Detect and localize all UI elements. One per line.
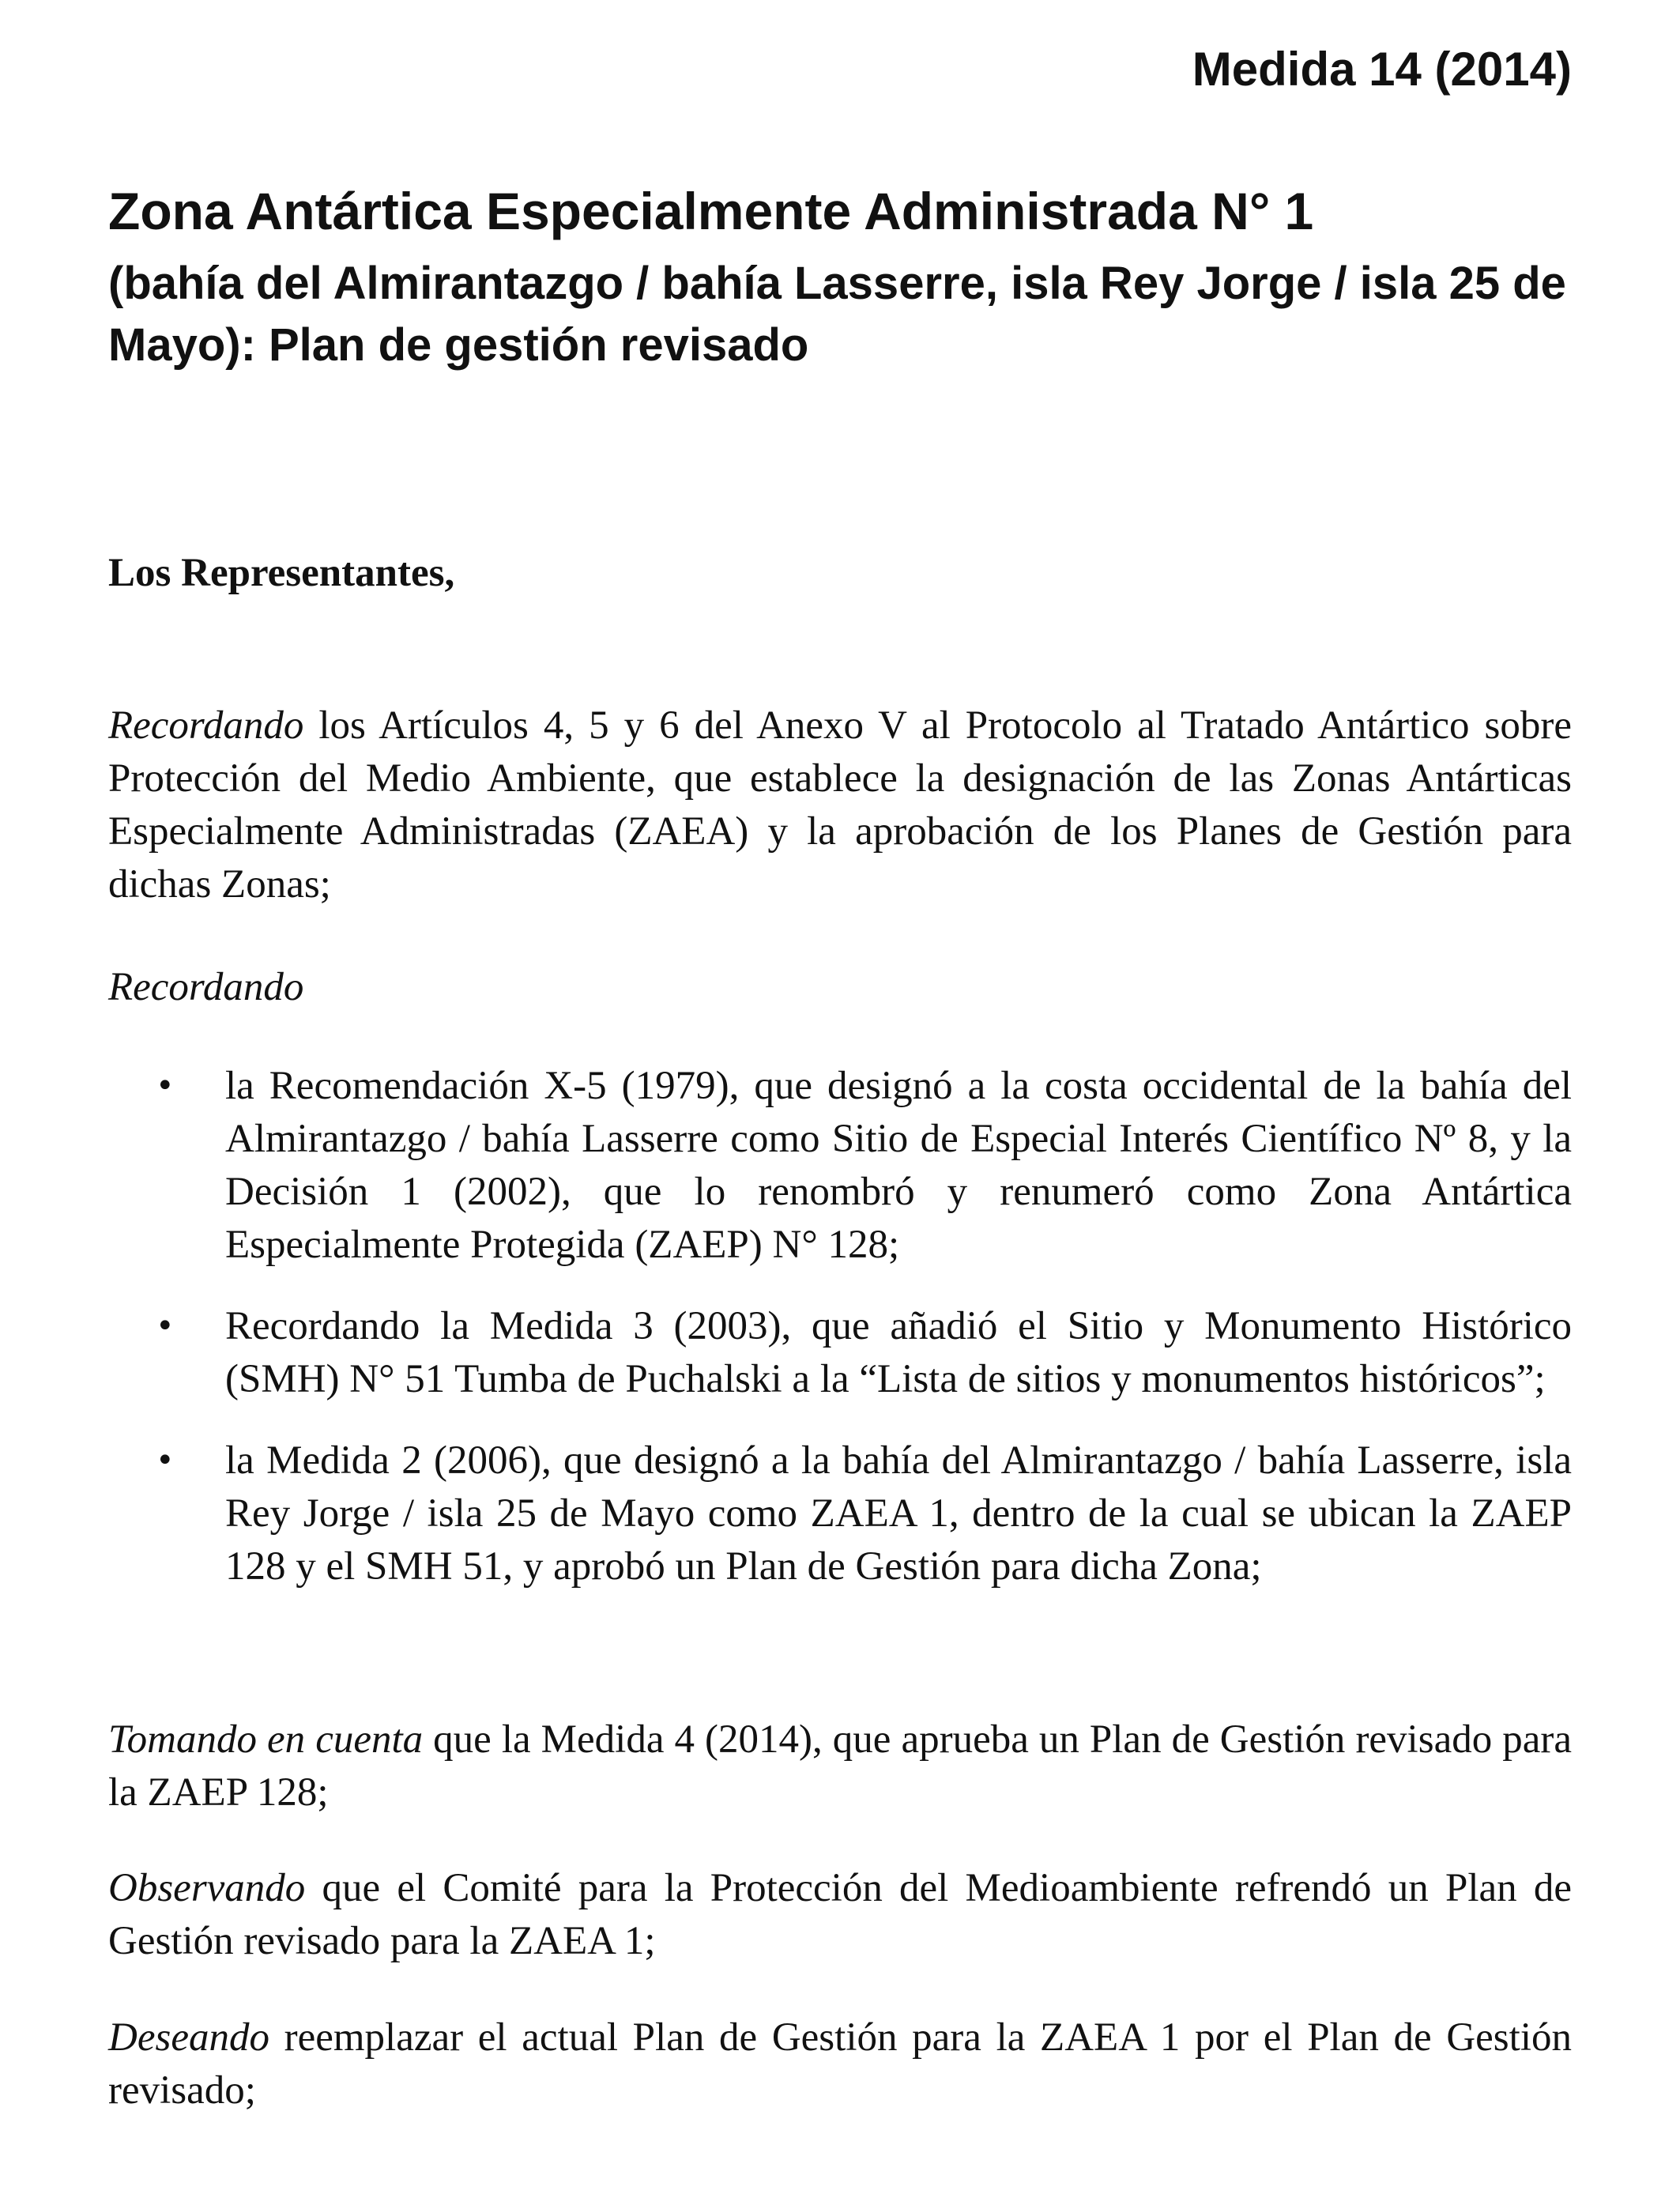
paragraph-recordando	[108, 961, 1572, 1014]
list-item-text: la Recomendación X-5 (1979), que designó a la costa occidental de la bahía del Almirantazgo / bahía Lasserre como Sitio de Especial Interés Científico Nº 8, y la Decisión 1 (2002), que lo renombró y renumeró como Zona Antártica Especialmente Protegida (ZAEP) N° 128;	[225, 1064, 1572, 1267]
bullet-icon: •	[156, 1308, 175, 1344]
paragraph-tomando-en-cuenta	[108, 1713, 1572, 1819]
paragraph-lead: Observando	[108, 1866, 306, 1910]
list-item-text: Recordando la Medida 3 (2003), que añadió el Sitio y Monumento Histórico (SMH) N° 51 Tumba de Puchalski a la “Lista de sitios y monumentos históricos”;	[225, 1304, 1572, 1401]
document-title: Zona Antártica Especialmente Administrada N° 1	[108, 182, 1314, 240]
list-item	[108, 1060, 1572, 1272]
paragraph-text: que la Medida 4 (2014), que aprueba un Plan de Gestión revisado para la ZAEP 128;	[108, 1717, 1572, 1815]
paragraph-text: los Artículos 4, 5 y 6 del Anexo V al Protocolo al Tratado Antártico sobre Protección del Medio Ambiente, que establece la designación de las Zonas Antárticas Especialmente Administradas (ZAEA) y la aprobación de los Planes de Gestión para dichas Zonas;	[108, 703, 1572, 907]
paragraph-text: que el Comité para la Protección del Medioambiente refrendó un Plan de Gestión revisado para la ZAEA 1;	[108, 1866, 1572, 1963]
list-item-text: la Medida 2 (2006), que designó a la bahía del Almirantazgo / bahía Lasserre, isla Rey Jorge / isla 25 de Mayo como ZAEA 1, dentro de la cual se ubican la ZAEP 128 y el SMH 51, y aprobó un Plan de Gestión para dicha Zona;	[225, 1438, 1572, 1589]
paragraph-text: reemplazar el actual Plan de Gestión para la ZAEA 1 por el Plan de Gestión revisado;	[108, 2015, 1572, 2113]
paragraph-lead: Recordando	[108, 965, 304, 1009]
paragraph-lead: Tomando en cuenta	[108, 1717, 424, 1762]
preamble: Los Representantes,	[108, 551, 455, 595]
recalled-instruments-list	[108, 1060, 1572, 1622]
measure-number: Medida 14 (2014)	[1192, 43, 1572, 96]
paragraph-observando	[108, 1862, 1572, 1968]
list-item	[108, 1434, 1572, 1593]
list-item	[108, 1300, 1572, 1406]
paragraph-lead: Recordando	[108, 703, 304, 748]
paragraph-deseando	[108, 2011, 1572, 2117]
document-subtitle: (bahía del Almirantazgo / bahía Lasserre, isla Rey Jorge / isla 25 de Mayo): Plan de gestión revisado	[108, 258, 1566, 371]
paragraph-lead: Deseando	[108, 2015, 269, 2060]
bullet-icon: •	[156, 1068, 175, 1104]
bullet-icon: •	[156, 1442, 175, 1479]
paragraph-recordando-articulos	[108, 699, 1572, 911]
